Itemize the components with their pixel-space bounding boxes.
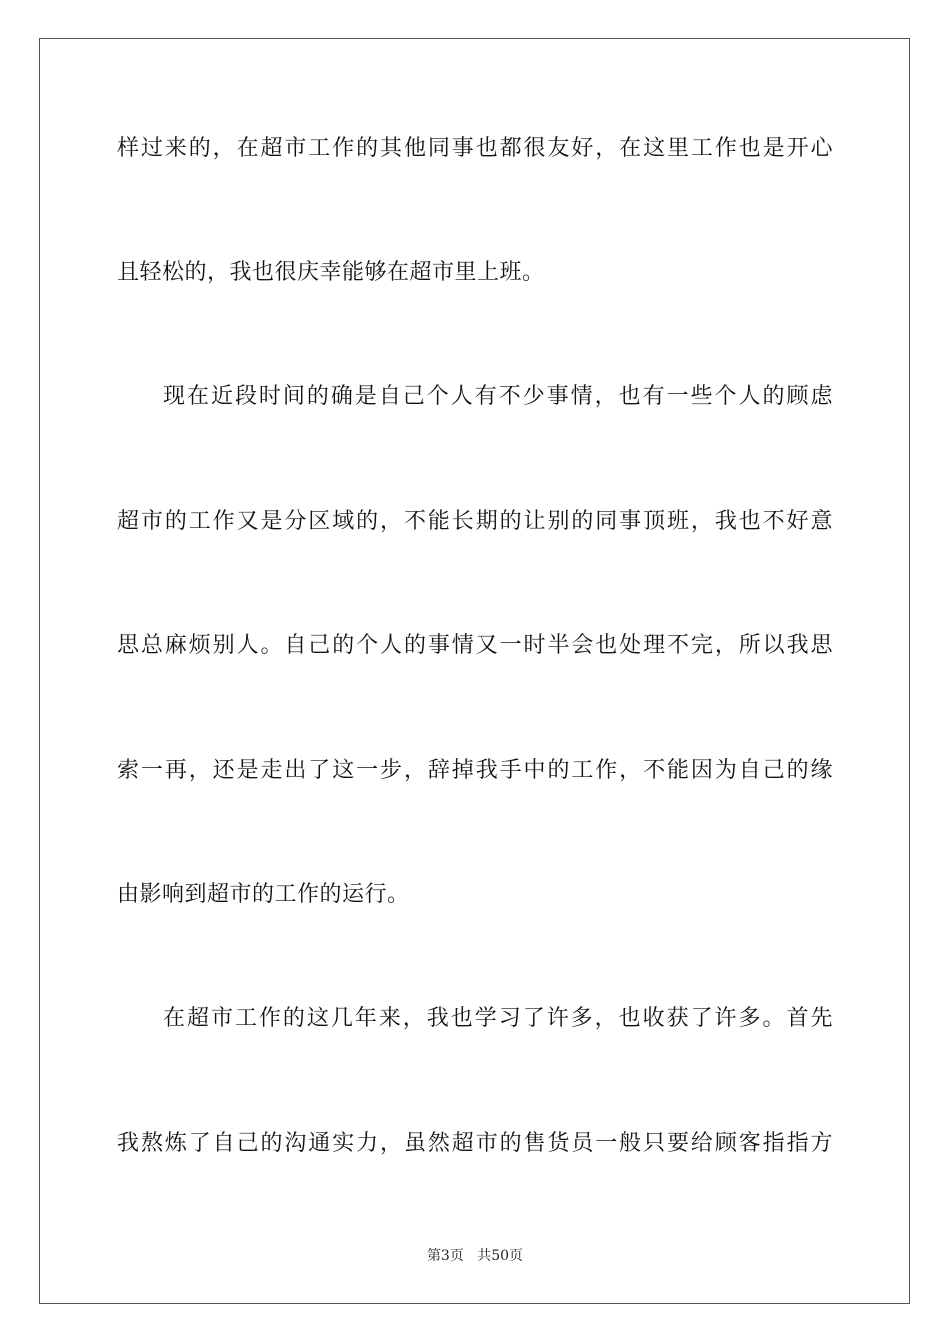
page-frame bbox=[39, 38, 910, 1304]
text-line-1: 样过来的，在超市工作的其他同事也都很友好，在这里工作也是开心 bbox=[117, 136, 833, 161]
text-line-3: 现在近段时间的确是自己个人有不少事情，也有一些个人的顾虑 bbox=[163, 384, 833, 409]
text-line-5: 思总麻烦别人。自己的个人的事情又一时半会也处理不完，所以我思 bbox=[117, 633, 833, 658]
text-line-6: 索一再，还是走出了这一步，辞掉我手中的工作，不能因为自己的缘 bbox=[117, 758, 833, 783]
text-line-8: 在超市工作的这几年来，我也学习了许多，也收获了许多。首先 bbox=[163, 1006, 833, 1031]
page-footer bbox=[0, 1247, 950, 1265]
text-line-7: 由影响到超市的工作的运行。 bbox=[117, 882, 410, 907]
page-number: 第3页 bbox=[426, 1248, 464, 1264]
text-line-2: 且轻松的，我也很庆幸能够在超市里上班。 bbox=[117, 260, 545, 285]
page-total: 共50页 bbox=[477, 1248, 524, 1264]
text-line-9: 我熬炼了自己的沟通实力，虽然超市的售货员一般只要给顾客指指方 bbox=[117, 1131, 833, 1156]
text-line-4: 超市的工作又是分区域的，不能长期的让别的同事顶班，我也不好意 bbox=[117, 509, 833, 534]
